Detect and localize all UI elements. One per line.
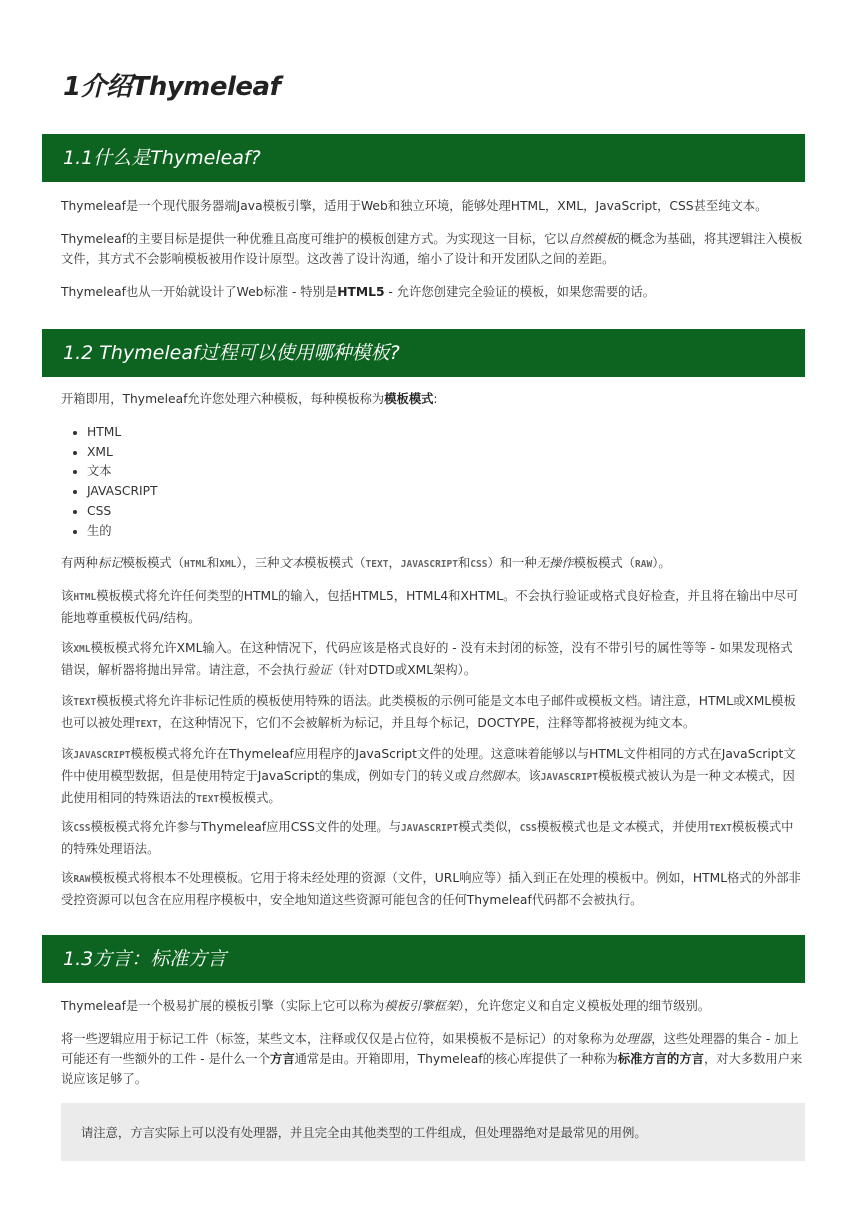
section-heading: 1.1什么是Thymeleaf?	[63, 147, 261, 169]
paragraph: Thymeleaf是一个现代服务器端Java模板引擎，适用于Web和独立环境，能够处理HTML，XML，JavaScript，CSS甚至纯文本。	[61, 199, 768, 213]
paragraph: 该CSS模板模式将允许参与Thymeleaf应用CSS文件的处理。与JAVASCRIPT模式类似，CSS模板模式也是文本模式，并使用TEXT模板模式中的特殊处理语法。	[61, 820, 794, 856]
paragraph: 开箱即用，Thymeleaf允许您处理六种模板，每种模板称为模板模式:	[61, 392, 438, 406]
section-header-1-3	[42, 935, 805, 983]
paragraph: 该JAVASCRIPT模板模式将允许在Thymeleaf应用程序的JavaScript文件的处理。这意味着能够以与HTML文件相同的方式在JavaScript文件中使用模型数据，但是使用特定于JavaScript的集成，例如专门的转义或自然脚本。该JAVASCRIPT模板模式被认为是一种文本模式，因此使用相同的特殊语法的TEXT模板模式。	[61, 747, 796, 805]
list-item: • JAVASCRIPT	[87, 482, 158, 502]
section-heading: 1.3方言：标准方言	[63, 948, 227, 970]
paragraph: 有两种标记模板模式（HTML和XML），三种文本模板模式（TEXT，JAVASCRIPT和CSS）和一种无操作模板模式（RAW）。	[61, 556, 671, 570]
paragraph: 该RAW模板模式将根本不处理模板。它用于将未经处理的资源（文件，URL响应等）插入到正在处理的模板中。例如，HTML格式的外部非受控资源可以包含在应用程序模板中，安全地知道这些资源可能包含的任何Thymeleaf代码都不会被执行。	[61, 871, 801, 907]
list-item: • HTML	[87, 423, 158, 443]
paragraph: 该TEXT模板模式将允许非标记性质的模板使用特殊的语法。此类模板的示例可能是文本电子邮件或模板文档。请注意，HTML或XML模板也可以被处理TEXT，在这种情况下，它们不会被解析为标记，并且每个标记，DOCTYPE，注释等都将被视为纯文本。	[61, 694, 796, 730]
paragraph: 将一些逻辑应用于标记工件（标签，某些文本，注释或仅仅是占位符，如果模板不是标记）的对象称为处理器，这些处理器的集合 - 加上可能还有一些额外的工件 - 是什么一个方言通常是由。开箱即用，Thymeleaf的核心库提供了一种称为标准方言的方言，对大多数用户来说应该足够了。	[61, 1032, 803, 1086]
paragraph: Thymeleaf是一个极易扩展的模板引擎（实际上它可以称为模板引擎框架），允许您定义和自定义模板处理的细节级别。	[61, 999, 711, 1013]
note-text: 请注意，方言实际上可以没有处理器，并且完全由其他类型的工件组成，但处理器绝对是最常见的用例。	[81, 1126, 647, 1140]
section-header-1-2	[42, 329, 805, 377]
paragraph: Thymeleaf的主要目标是提供一种优雅且高度可维护的模板创建方式。为实现这一目标，它以自然模板的概念为基础，将其逻辑注入模板文件，其方式不会影响模板被用作设计原型。这改善了设计沟通，缩小了设计和开发团队之间的差距。	[61, 232, 803, 266]
section-header-1-1	[42, 134, 805, 182]
list-item: • CSS	[87, 502, 158, 522]
paragraph: Thymeleaf也从一开始就设计了Web标准 - 特别是HTML5 - 允许您创建完全验证的模板，如果您需要的话。	[61, 285, 656, 299]
template-mode-list	[61, 423, 158, 541]
note-box	[61, 1103, 805, 1161]
page-title: 1介绍Thymeleaf	[63, 72, 281, 102]
list-item: • XML	[87, 443, 158, 463]
list-item: • 文本	[87, 462, 158, 482]
paragraph: 该HTML模板模式将允许任何类型的HTML的输入，包括HTML5，HTML4和XHTML。不会执行验证或格式良好检查，并且将在输出中尽可能地尊重模板代码/结构。	[61, 589, 799, 625]
section-heading: 1.2 Thymeleaf过程可以使用哪种模板?	[63, 342, 400, 364]
paragraph: 该XML模板模式将允许XML输入。在这种情况下，代码应该是格式良好的 - 没有未封闭的标签，没有不带引号的属性等等 - 如果发现格式错误，解析器将抛出异常。请注意，不会执行验证（针对DTD或XML架构）。	[61, 641, 793, 677]
list-item: • 生的	[87, 522, 158, 542]
